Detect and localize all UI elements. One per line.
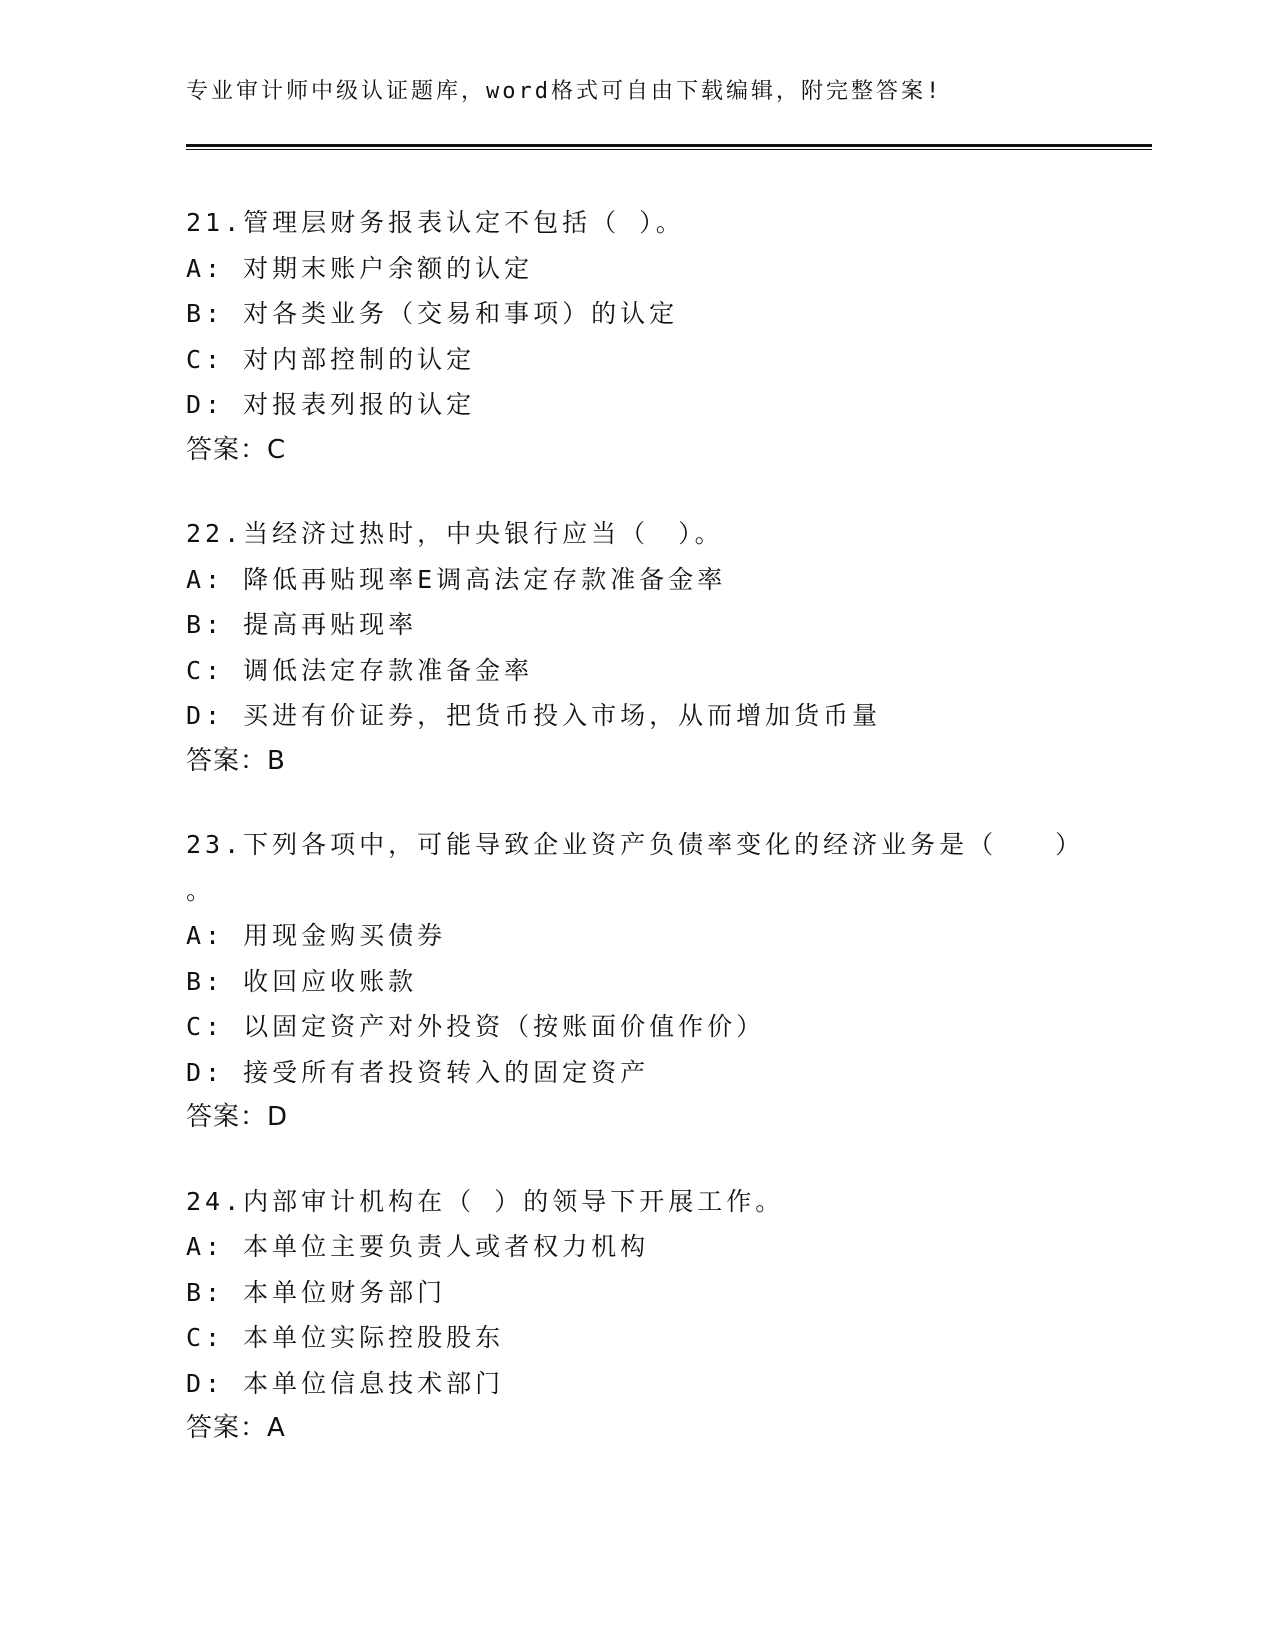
option-d: D: 接受所有者投资转入的固定资产 [186, 1057, 650, 1087]
option-c: C: 本单位实际控股股东 [186, 1323, 505, 1352]
option-d: D: 本单位信息技术部门 [186, 1368, 505, 1398]
page-header: 专业审计师中级认证题库，word格式可自由下载编辑，附完整答案! [186, 79, 943, 104]
question-stem: 24.内部审计机构在（ ）的领导下开展工作。 [186, 1186, 785, 1216]
answer-line: 答案：A [186, 1413, 286, 1443]
answer-line: 答案：C [186, 434, 287, 465]
question-24 [186, 1179, 1086, 1452]
header-rule-thick [186, 144, 1152, 147]
question-22 [186, 511, 1086, 784]
answer-line: 答案：D [186, 1102, 289, 1132]
question-stem: 23.下列各项中，可能导致企业资产负债率变化的经济业务是（ ） [186, 830, 1085, 859]
option-b: B: 收回应收账款 [186, 966, 418, 996]
option-a: A: 对期末账户余额的认定 [186, 253, 534, 283]
question-21 [186, 200, 1086, 473]
option-a: A: 降低再贴现率E调高法定存款准备金率 [186, 564, 727, 594]
option-d: D: 对报表列报的认定 [186, 390, 476, 419]
answer-line: 答案：B [186, 745, 286, 776]
option-b: B: 本单位财务部门 [186, 1277, 447, 1307]
option-d: D: 买进有价证券，把货币投入市场，从而增加货币量 [186, 701, 882, 730]
option-c: C: 以固定资产对外投资（按账面价值作价） [186, 1012, 766, 1041]
option-b: B: 提高再贴现率 [186, 610, 418, 639]
option-a: A: 用现金购买债券 [186, 921, 447, 950]
option-b: B: 对各类业务（交易和事项）的认定 [186, 299, 679, 328]
question-stem-continuation: 。 [186, 875, 212, 905]
question-23 [186, 822, 1086, 1141]
question-stem: 22.当经济过热时，中央银行应当（ ）。 [186, 519, 724, 548]
question-list [186, 200, 1086, 1490]
option-a: A: 本单位主要负责人或者权力机构 [186, 1232, 650, 1261]
question-stem: 21.管理层财务报表认定不包括（ ）。 [186, 208, 685, 237]
option-c: C: 对内部控制的认定 [186, 344, 476, 374]
option-c: C: 调低法定存款准备金率 [186, 655, 534, 685]
header-rule-thin [186, 149, 1152, 150]
